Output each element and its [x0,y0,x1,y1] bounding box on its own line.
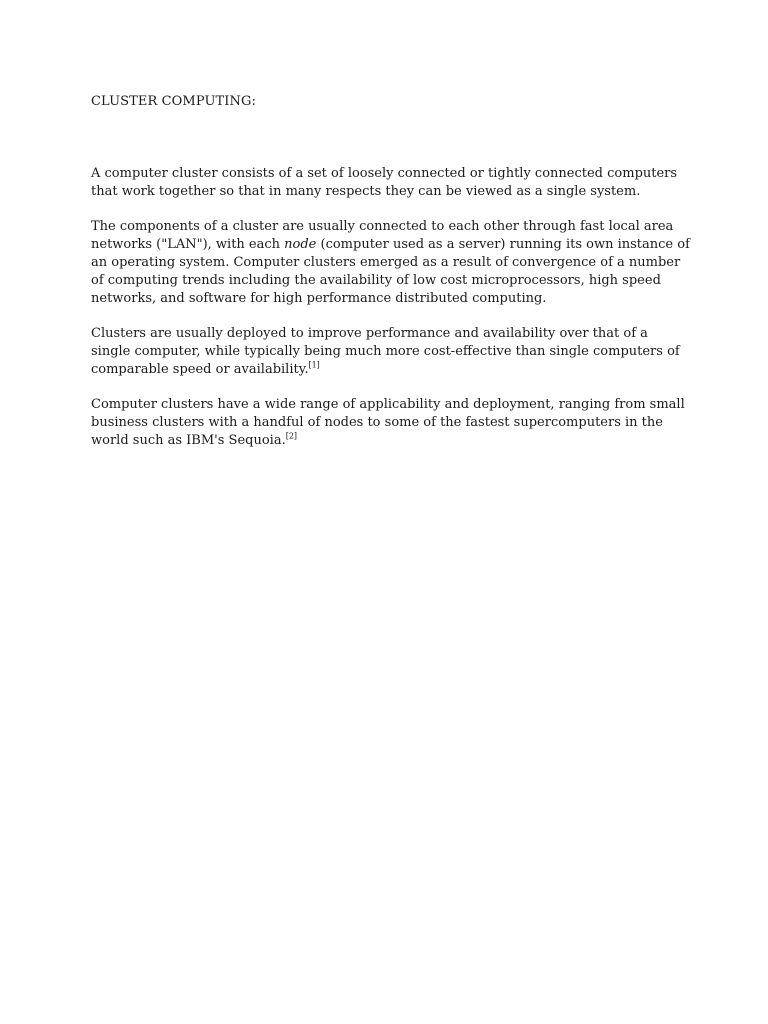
paragraph-3-text: Clusters are usually deployed to improve performance and availability over that of a single computer, while typically being much more cost-effective than single computers of comparable speed or availability. [91,326,680,377]
paragraph-3 [91,325,691,379]
citation-ref-1[interactable]: [1] [308,360,320,370]
paragraph-2 [91,218,691,308]
paragraph-2-italic-node: node [284,237,317,252]
paragraph-4 [91,396,691,450]
document-heading: CLUSTER COMPUTING: [91,94,256,109]
document-body [91,93,691,467]
paragraph-2-text-after: (computer used as a server) running its own instance of an operating system. Computer clusters emerged as a result of convergence of a number of computing trends including the availability of low cost microprocessors, high speed networks, and software for high performance distributed computing. [91,237,690,306]
citation-ref-2[interactable]: [2] [285,431,298,441]
paragraph-4-text: Computer clusters have a wide range of applicability and deployment, ranging from small business clusters with a handful of nodes to some of the fastest supercomputers in the world such as IBM's Sequoia. [91,397,685,448]
paragraph-2-text-before: The components of a cluster are usually connected to each other through fast local area networks ("LAN"), with each [91,219,674,252]
paragraph-1: A computer cluster consists of a set of loosely connected or tightly connected computers that work together so that in many respects they can be viewed as a single system. [91,166,678,199]
